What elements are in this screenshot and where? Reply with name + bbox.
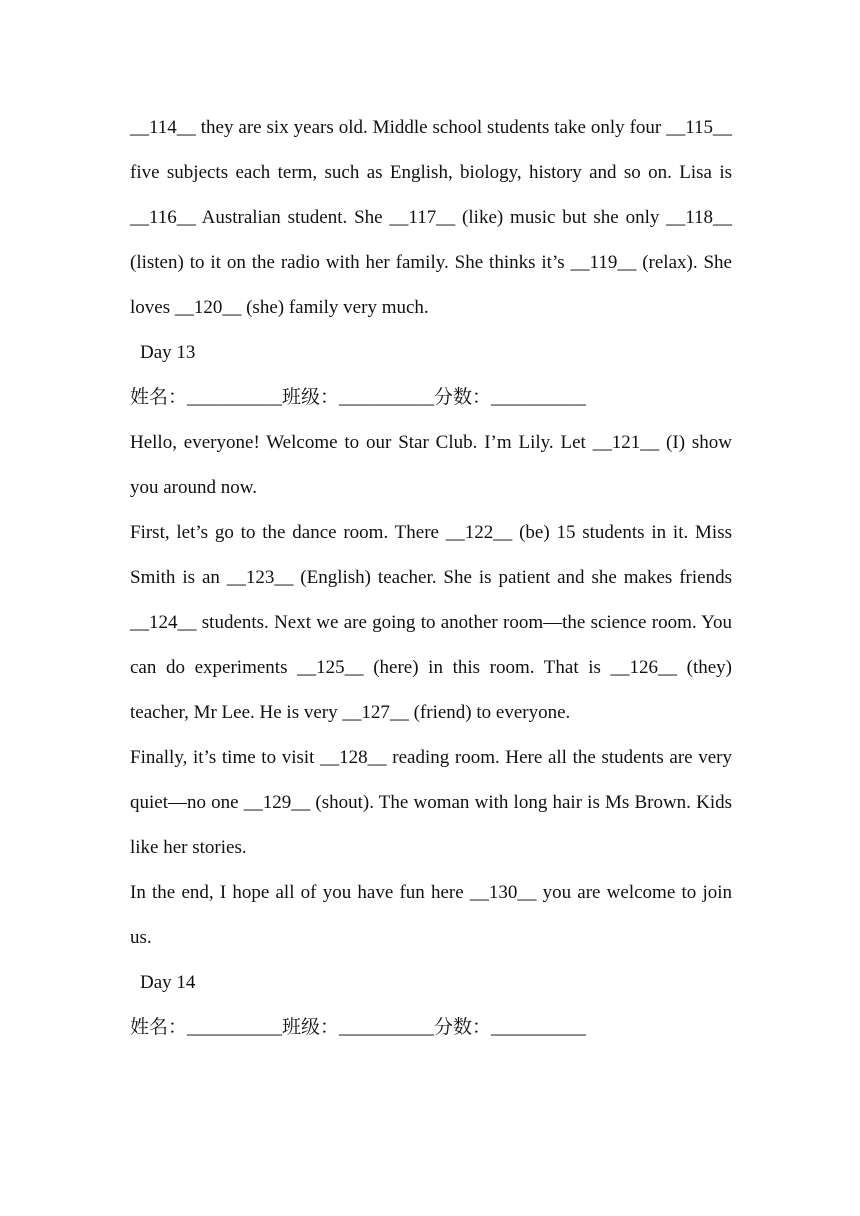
class-blank: __________: [339, 387, 435, 408]
day-14-heading: Day 14: [140, 972, 196, 993]
score-label: 分数：: [434, 1016, 492, 1038]
name-label: 姓名：: [130, 386, 188, 408]
score-blank: __________: [491, 1017, 587, 1038]
name-blank: __________: [187, 1017, 283, 1038]
score-blank: __________: [491, 387, 587, 408]
passage-paragraph: __114__ they are six years old. Middle school students take only four __115__ five subjects each term, such as English, biology, history and so on. Lisa is __116__ Australian student. She __117__ (like) music but she only __118__ (listen) to it on the radio with her family. She thinks it’s __119__ (relax). She loves __120__ (she) family very much.: [130, 117, 732, 318]
day-14-info-line: [130, 1005, 732, 1050]
class-label: 班级：: [282, 1016, 340, 1038]
class-label: 班级：: [282, 386, 340, 408]
name-label: 姓名：: [130, 1016, 188, 1038]
passage-paragraph: Hello, everyone! Welcome to our Star Club. I’m Lily. Let __121__ (I) show you around now.: [130, 432, 732, 498]
day-13-info-line: [130, 375, 732, 420]
passage-paragraph: In the end, I hope all of you have fun here __130__ you are welcome to join us.: [130, 882, 732, 948]
day-13-heading: Day 13: [140, 342, 196, 363]
passage-paragraph: First, let’s go to the dance room. There __122__ (be) 15 students in it. Miss Smith is an __123__ (English) teacher. She is patient and she makes friends __124__ students. Next we are going to another room—the science room. You can do experiments __125__ (here) in this room. That is __126__ (they) teacher, Mr Lee. He is very __127__ (friend) to everyone.: [130, 522, 732, 723]
passage-paragraph: Finally, it’s time to visit __128__ reading room. Here all the students are very quiet—no one __129__ (shout). The woman with long hair is Ms Brown. Kids like her stories.: [130, 747, 732, 858]
name-blank: __________: [187, 387, 283, 408]
document-content: [130, 105, 732, 1050]
score-label: 分数：: [434, 386, 492, 408]
class-blank: __________: [339, 1017, 435, 1038]
